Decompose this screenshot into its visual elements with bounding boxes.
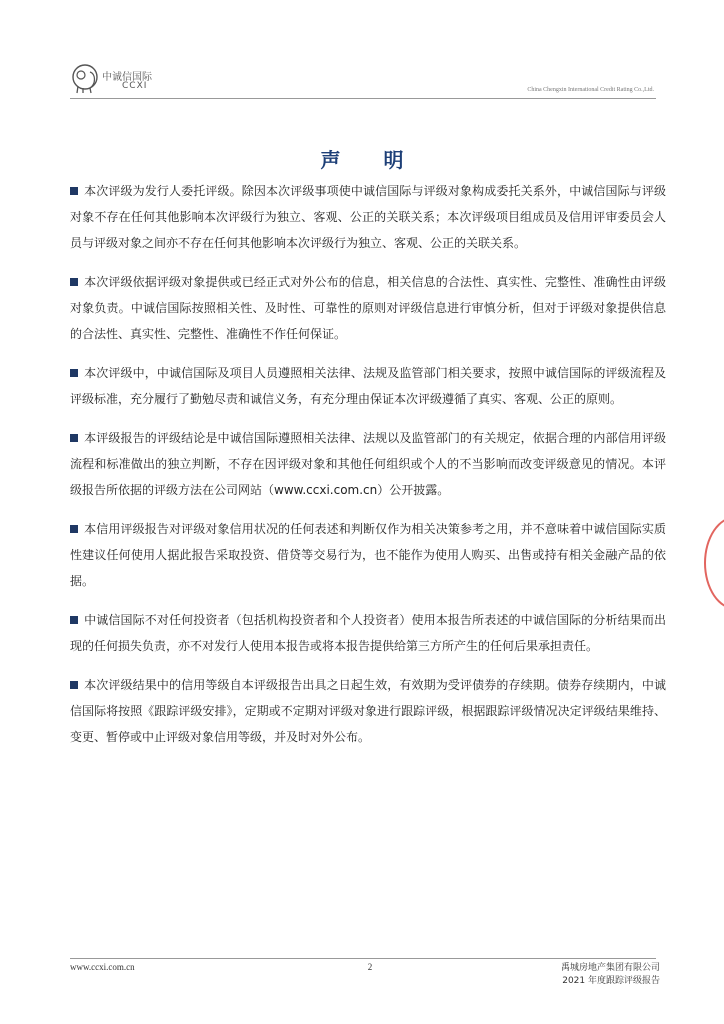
statement-paragraph xyxy=(70,607,666,659)
footer-report-info xyxy=(561,962,660,988)
square-bullet-icon xyxy=(70,369,78,377)
footer-website: www.ccxi.com.cn xyxy=(70,962,135,972)
square-bullet-icon xyxy=(70,434,78,442)
page-title: 声 明 xyxy=(320,148,422,172)
statement-body xyxy=(70,178,666,763)
paragraph-text: 本次评级结果中的信用等级自本评级报告出具之日起生效，有效期为受评债券的存续期。债券存续期内，中诚信国际将按照《跟踪评级安排》，定期或不定期对评级对象进行跟踪评级，根据跟踪评级情况决定评级结果维持、变更、暂停或中止评级对象信用等级，并及时对外公布。 xyxy=(70,678,666,744)
square-bullet-icon xyxy=(70,525,78,533)
square-bullet-icon xyxy=(70,187,78,195)
paragraph-text: 本评级报告的评级结论是中诚信国际遵照相关法律、法规以及监管部门的有关规定，依据合理的内部信用评级流程和标准做出的独立判断，不存在因评级对象和其他任何组织或个人的不当影响而改变评级意见的情况。本评级报告所依据的评级方法在公司网站（www.ccxi.com.cn）公开披露。 xyxy=(70,431,666,497)
elephant-logo-icon xyxy=(70,62,104,96)
page-number: 2 xyxy=(367,962,373,972)
paragraph-text: 本次评级依据评级对象提供或已经正式对外公布的信息，相关信息的合法性、真实性、完整性、准确性由评级对象负责。中诚信国际按照相关性、及时性、可靠性的原则对评级信息进行审慎分析，但对于评级对象提供信息的合法性、真实性、完整性、准确性不作任何保证。 xyxy=(70,275,666,341)
square-bullet-icon xyxy=(70,616,78,624)
paragraph-text: 本信用评级报告对评级对象信用状况的任何表述和判断仅作为相关决策参考之用，并不意味着中诚信国际实质性建议任何使用人据此报告采取投资、借贷等交易行为，也不能作为使用人购买、出售或持有相关金融产品的依据。 xyxy=(70,522,666,588)
paragraph-text: 本次评级中，中诚信国际及项目人员遵照相关法律、法规及监管部门相关要求，按照中诚信国际的评级流程及评级标准，充分履行了勤勉尽责和诚信义务，有充分理由保证本次评级遵循了真实、客观、公正的原则。 xyxy=(70,366,666,406)
statement-paragraph xyxy=(70,360,666,412)
ccxi-logo xyxy=(70,62,180,98)
statement-paragraph xyxy=(70,672,666,750)
footer-divider xyxy=(70,958,656,959)
statement-paragraph xyxy=(70,516,666,594)
footer-report-name: 2021 年度跟踪评级报告 xyxy=(562,976,660,986)
logo-english-name: CCXI xyxy=(122,81,148,91)
statement-paragraph xyxy=(70,269,666,347)
statement-paragraph xyxy=(70,178,666,256)
logo-chinese-name: 中诚信国际 xyxy=(102,72,152,83)
square-bullet-icon xyxy=(70,681,78,689)
header-divider xyxy=(70,98,656,99)
statement-paragraph xyxy=(70,425,666,503)
footer-company-name: 禹城房地产集团有限公司 xyxy=(560,963,660,973)
red-seal-stamp xyxy=(704,516,724,610)
paragraph-text: 中诚信国际不对任何投资者（包括机构投资者和个人投资者）使用本报告所表述的中诚信国际的分析结果而出现的任何损失负责，亦不对发行人使用本报告或将本报告提供给第三方所产生的任何后果承担责任。 xyxy=(70,613,666,653)
paragraph-text: 本次评级为发行人委托评级。除因本次评级事项使中诚信国际与评级对象构成委托关系外，中诚信国际与评级对象不存在任何其他影响本次评级行为独立、客观、公正的关联关系；本次评级项目组成员及信用评审委员会人员与评级对象之间亦不存在任何其他影响本次评级行为独立、客观、公正的关联关系。 xyxy=(70,184,666,250)
square-bullet-icon xyxy=(70,278,78,286)
header-company-english: China Chengxin International Credit Rating Co.,Ltd. xyxy=(527,87,654,93)
